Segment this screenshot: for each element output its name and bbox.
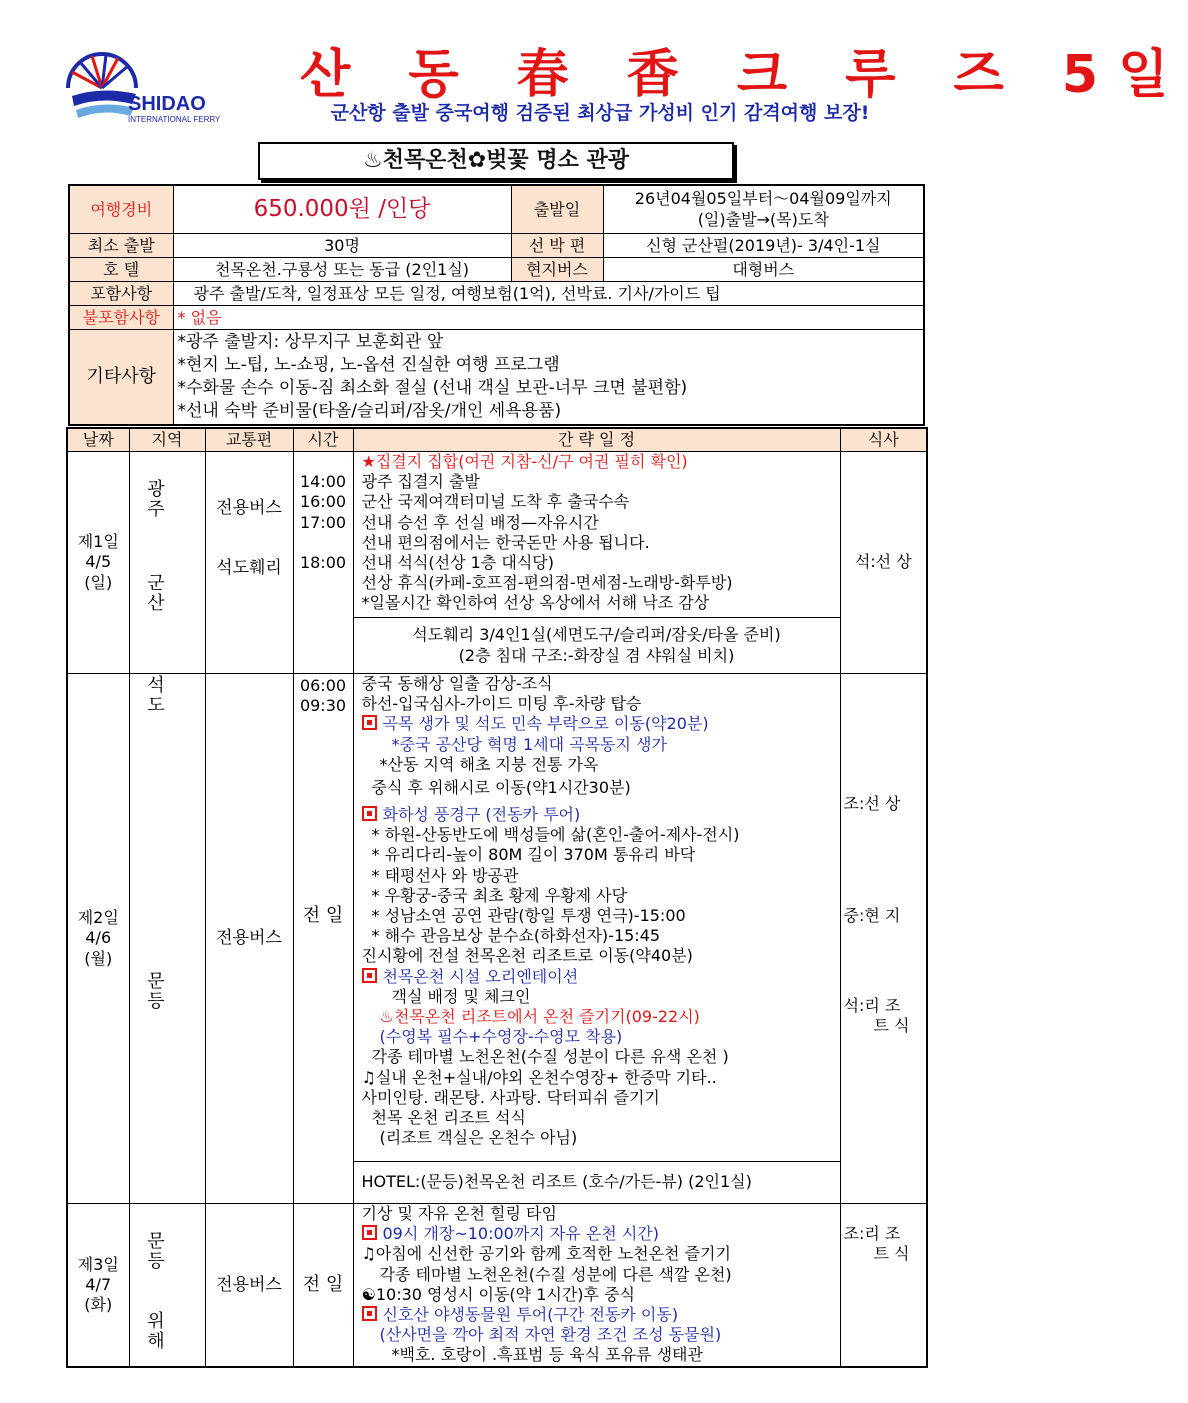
schedule-heading: 신호산 야생동물원 투어(구간 전동카 이동) — [362, 1305, 837, 1325]
day-weekday: (일) — [84, 572, 113, 592]
schedule-line: * 태평선사 와 방공관 — [371, 865, 519, 885]
page-subtitle: 군산항 출발 중국여행 검증된 최상급 가성비 인기 감격여행 보장! — [330, 102, 870, 124]
schedule-line: 진시황에 전설 천목온천 리조트로 이동(약40분) — [361, 946, 693, 966]
ship-value: 신형 군산펄(2019년)- 3/4인-1실 — [603, 233, 924, 257]
day2-times — [293, 674, 353, 1204]
day2-meal — [840, 674, 927, 1204]
svg-text:SHIDAO: SHIDAO — [128, 93, 206, 115]
header-meal: 식사 — [840, 428, 927, 452]
schedule-heading: 곡목 생가 및 석도 민속 부락으로 이동(약20분) — [362, 714, 837, 734]
header-schedule: 간 략 일 정 — [353, 428, 840, 452]
schedule-line: 사미인탕. 래몬탕. 사과탕. 닥터피쉬 즐기기 — [361, 1087, 660, 1107]
highlight-banner: ♨천목온천✿벚꽃 명소 관광 — [258, 142, 734, 180]
day-date: 4/7 — [85, 1274, 112, 1294]
schedule-line: * 해수 관음보상 분수쇼(하화선자)-15:45 — [371, 926, 661, 946]
transport-name: 석도훼리 — [216, 558, 282, 578]
schedule-line: 각종 테마별 노천온천(수질 성분에 다른 색깔 온천) — [379, 1264, 732, 1284]
square-bullet-icon — [362, 1306, 377, 1321]
schedule-line: ♨천목온천 리조트에서 온천 즐기기(09-22시) — [379, 1007, 700, 1027]
day2-date — [67, 674, 129, 1204]
schedule-line: 각종 테마별 노천온천(수질 성분이 다른 유색 온천 ) — [371, 1047, 729, 1067]
schedule-line: * 우황궁-중국 최초 황제 우황제 사당 — [371, 885, 628, 905]
schedule-heading: 천목온천 시설 오리엔테이션 — [362, 967, 837, 987]
square-bullet-icon — [362, 715, 377, 730]
region-name: 석 도 — [147, 675, 187, 717]
transport-name: 전용버스 — [216, 498, 282, 518]
page-title: 산 동 春 香 크 루 즈 5일 — [300, 45, 1188, 105]
etc-line: *수화물 손수 이동-짐 최소화 절실 (선내 객실 보관-너무 크면 불편함) — [177, 377, 688, 398]
meal-breakfast-cont: 트 식 — [873, 1244, 910, 1264]
schedule-line: 객실 배정 및 체크인 — [391, 986, 531, 1006]
etc-line: *현지 노-팁, 노-쇼핑, 노-옵션 진실한 여행 프로그램 — [177, 354, 560, 375]
day-date: 4/5 — [85, 552, 112, 572]
ferry-room-line: 석도훼리 3/4인1실(세면도구/슬리퍼/잠옷/타올 준비) — [412, 625, 781, 645]
etc-line: *선내 숙박 준비물(타올/슬리퍼/잠옷/개인 세욕용품) — [177, 400, 562, 421]
bus-label: 현지버스 — [511, 257, 603, 281]
etc-value — [173, 329, 924, 425]
schedule-line: (수영복 필수+수영장-수영모 착용) — [379, 1027, 623, 1047]
excluded-label: 불포함사항 — [69, 305, 173, 329]
schedule-line: ☯10:30 영성시 이동(약 1시간)후 중식 — [361, 1284, 635, 1304]
header-time: 시간 — [293, 428, 353, 452]
square-bullet-icon — [362, 806, 377, 821]
min-label: 최소 출발 — [69, 233, 173, 257]
meal-breakfast: 조:리 조 — [843, 1224, 901, 1243]
region-name: 문 등 — [147, 1231, 187, 1273]
schedule-heading: 09시 개장~10:00까지 자유 온천 시간) — [362, 1224, 837, 1244]
day1-transport — [205, 452, 293, 674]
meal-breakfast: 조:선 상 — [843, 794, 901, 813]
day3-schedule — [353, 1204, 840, 1367]
day2-region — [129, 674, 205, 1204]
header-transport: 교통편 — [205, 428, 293, 452]
etc-label: 기타사항 — [69, 329, 173, 425]
day1-meal: 석:선 상 — [840, 452, 927, 674]
schedule-line: *중국 공산당 혁명 1세대 곡목동지 생가 — [391, 734, 667, 754]
cost-value: 650.000원 /인당 — [173, 185, 511, 233]
depart-dates: 26년04월05일부터～04월09일까지 — [634, 189, 892, 209]
meal-dinner-cont: 트 식 — [873, 1016, 910, 1036]
day3-times: 전 일 — [293, 1204, 353, 1367]
schedule-line: 하선-입국심사-가이드 미팅 후-차량 탑승 — [361, 694, 642, 714]
schedule-line: ♫실내 온천+실내/야외 온천수영장+ 한증막 기타.. — [361, 1067, 717, 1087]
schedule-line: 천목 온천 리조트 석식 — [371, 1108, 526, 1128]
ship-label: 선 박 편 — [511, 233, 603, 257]
included-label: 포함사항 — [69, 281, 173, 305]
schedule-line: * 하원-산동반도에 백성들에 삶(혼인-출어-제사-전시) — [371, 825, 740, 845]
time-list: 06:00 09:30 — [299, 676, 347, 716]
etc-line: *광주 출발지: 상무지구 보훈회관 앞 — [177, 331, 444, 352]
region-name: 광 주 — [147, 479, 187, 521]
region-name: 군 산 — [147, 573, 187, 615]
schedule-line: 선내 석식(선상 1층 대식당) — [361, 553, 554, 573]
depart-days: (일)출발→(목)도착 — [697, 210, 829, 230]
day1-schedule — [353, 452, 840, 618]
time-all-day: 전 일 — [302, 905, 344, 926]
day-date: 4/6 — [85, 928, 112, 948]
ferry-room-line: (2층 침대 구조:-화장실 겸 샤워실 비치) — [458, 645, 735, 665]
day2-hotel: HOTEL:(문등)천목온천 리조트 (호수/가든-뷰) (2인1실) — [353, 1162, 840, 1204]
day-weekday: (화) — [84, 1294, 113, 1314]
day3-meal — [840, 1204, 927, 1367]
header-date: 날짜 — [67, 428, 129, 452]
schedule-line: (리조트 객실은 온천수 아님) — [379, 1128, 578, 1148]
day-weekday: (월) — [84, 948, 113, 968]
day-number: 제3일 — [77, 1254, 119, 1274]
schedule-line: ♫아침에 신선한 공기와 함께 호적한 노천온천 즐기기 — [361, 1244, 731, 1264]
day1-ferry-info — [353, 618, 840, 674]
day1-times: 14:00 16:00 17:00 18:00 — [293, 452, 353, 674]
depart-value — [603, 185, 924, 233]
day2-transport: 전용버스 — [205, 674, 293, 1204]
schedule-line: * 유리다리-높이 80M 길이 370M 통유리 바닥 — [371, 845, 696, 865]
schedule-line: *일몰시간 확인하여 선상 옥상에서 서해 낙조 감상 — [361, 593, 710, 613]
cost-label: 여행경비 — [69, 185, 173, 233]
square-bullet-icon — [362, 1225, 377, 1240]
day-number: 제2일 — [77, 908, 119, 928]
min-value: 30명 — [173, 233, 511, 257]
day3-date — [67, 1204, 129, 1367]
schedule-line: 기상 및 자유 온천 힐링 타임 — [361, 1204, 557, 1223]
schedule-line: (산사면을 깍아 최적 자연 환경 조건 조성 동물원) — [379, 1325, 722, 1345]
itinerary-table — [66, 427, 928, 1368]
included-value: 광주 출발/도착, 일정표상 모든 일정, 여행보험(1억), 선박료. 기사/가이드 팁 — [173, 281, 924, 305]
day1-date — [67, 452, 129, 674]
schedule-line: 중식 후 위해시로 이동(약1시간30분) — [371, 778, 631, 798]
excluded-value: * 없음 — [173, 305, 924, 329]
schedule-line: 군산 국제여객터미널 도착 후 출국수속 — [361, 492, 630, 512]
schedule-line: 선내 승선 후 선실 배정—자유시간 — [361, 512, 599, 532]
schedule-line: 선상 휴식(카페-호프점-편의점-면세점-노래방-화투방) — [361, 573, 733, 593]
bus-value: 대형버스 — [603, 257, 924, 281]
schedule-line: * 성남소연 공연 관람(항일 투쟁 연극)-15:00 — [371, 906, 686, 926]
meal-dinner: 석:리 조 — [843, 996, 901, 1015]
schedule-heading: 화하성 풍경구 (전동카 투어) — [362, 805, 837, 825]
schedule-line: *산동 지역 해초 지붕 전통 가옥 — [379, 754, 599, 774]
ferry-logo-icon — [66, 44, 226, 130]
hotel-label: 호 텔 — [69, 257, 173, 281]
schedule-line: ★집결지 집합(여권 지참-신/구 여권 필히 확인) — [361, 452, 688, 471]
day-number: 제1일 — [77, 532, 119, 552]
region-name: 문 등 — [147, 971, 187, 1013]
meal-lunch: 중:현 지 — [843, 906, 901, 925]
schedule-line: *백호. 호랑이 .흑표범 등 육식 포유류 생태관 — [391, 1345, 703, 1365]
schedule-line: 중국 동해상 일출 감상-조식 — [361, 674, 553, 693]
depart-label: 출발일 — [511, 185, 603, 233]
schedule-line: 선내 편의점에서는 한국돈만 사용 됩니다. — [361, 532, 650, 552]
day1-region — [129, 452, 205, 674]
svg-text:INTERNATIONAL FERRY: INTERNATIONAL FERRY — [128, 115, 221, 124]
day2-schedule — [353, 674, 840, 1162]
day3-region — [129, 1204, 205, 1367]
shidao-logo — [66, 44, 226, 130]
schedule-line: 광주 집결지 출발 — [361, 472, 480, 492]
header-region: 지역 — [129, 428, 205, 452]
day3-transport: 전용버스 — [205, 1204, 293, 1367]
hotel-value: 천목온천.구룡성 또는 동급 (2인1실) — [173, 257, 511, 281]
region-name: 위 해 — [147, 1311, 187, 1353]
trip-info-table — [68, 184, 925, 426]
square-bullet-icon — [362, 968, 377, 983]
